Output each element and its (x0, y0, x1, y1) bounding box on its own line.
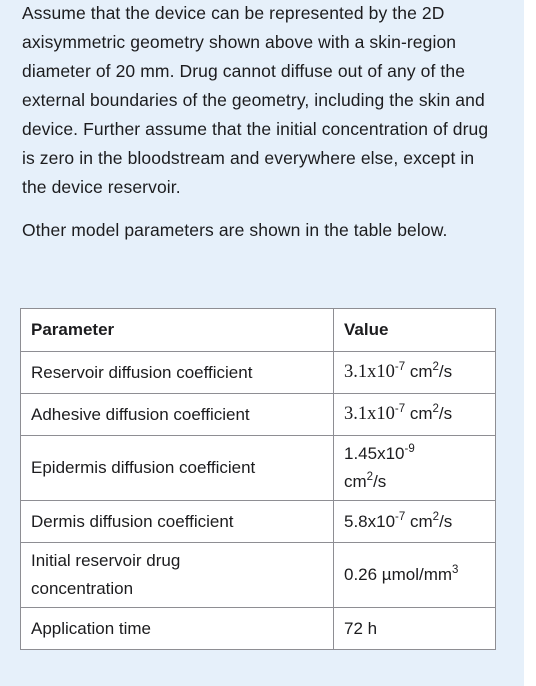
parameter-cell: Application time (21, 608, 334, 650)
value-unit: cm (405, 511, 433, 531)
value-column-header: Value (334, 309, 496, 352)
parameter-line-2: concentration (31, 579, 134, 598)
value-cell (334, 501, 496, 543)
value-cell (334, 543, 496, 608)
table-row (21, 608, 496, 650)
value-line-2 (344, 468, 485, 496)
value-exponent: -7 (395, 510, 406, 523)
parameter-cell: Dermis diffusion coefficient (21, 501, 334, 543)
parameter-line-1: Initial reservoir drug (31, 551, 181, 570)
value-unit-tail: /s (373, 472, 387, 491)
table-row (21, 501, 496, 543)
value-cell: 72 h (334, 608, 496, 650)
table-row (21, 543, 496, 608)
value-unit-tail: /s (439, 511, 453, 531)
value-exponent: -7 (394, 403, 406, 415)
value-unit-exponent: 2 (432, 510, 440, 523)
value-unit-exponent: 3 (452, 564, 459, 576)
value-unit-tail: /s (438, 362, 453, 381)
value-text: 0.26 µmol/mm (344, 565, 453, 584)
table-row (21, 394, 496, 436)
value-mantissa: 3.1x10 (344, 362, 395, 382)
table-row (21, 436, 496, 501)
value-exponent: -7 (394, 361, 406, 373)
value-unit: cm (405, 362, 433, 381)
intro-paragraph: Assume that the device can be represented by the 2D axisymmetric geometry shown above with a skin-region diameter of 20 mm. Drug cannot diffuse out of any of the external boundaries of the geometry, including the skin and device. Further assume that the initial concentration of drug is zero in the bloodstream and everywhere else, except in the device reservoir. (22, 3, 489, 197)
value-mantissa: 1.45x10 (344, 444, 405, 463)
parameter-cell: Epidermis diffusion coefficient (21, 436, 334, 501)
value-cell (334, 352, 496, 394)
value-cell (334, 394, 496, 436)
value-mantissa: 5.8x10 (344, 511, 396, 531)
parameter-column-header: Parameter (21, 309, 334, 352)
value-unit-exponent: 2 (432, 403, 439, 415)
value-unit-tail: /s (438, 404, 453, 423)
value-mantissa: 3.1x10 (344, 404, 395, 424)
value-unit: cm (405, 404, 433, 423)
table-header-row (21, 309, 496, 352)
table-intro-paragraph: Other model parameters are shown in the table below. (22, 220, 448, 240)
parameter-cell (21, 543, 334, 608)
value-unit-exponent: 2 (432, 361, 439, 373)
table-row (21, 352, 496, 394)
parameter-cell: Adhesive diffusion coefficient (21, 394, 334, 436)
value-unit: cm (344, 472, 367, 491)
parameters-table (20, 308, 496, 650)
parameter-cell: Reservoir diffusion coefficient (21, 352, 334, 394)
value-unit-exponent: 2 (366, 471, 374, 483)
value-line-1 (344, 440, 485, 468)
value-exponent: -9 (404, 443, 415, 455)
value-cell (334, 436, 496, 501)
